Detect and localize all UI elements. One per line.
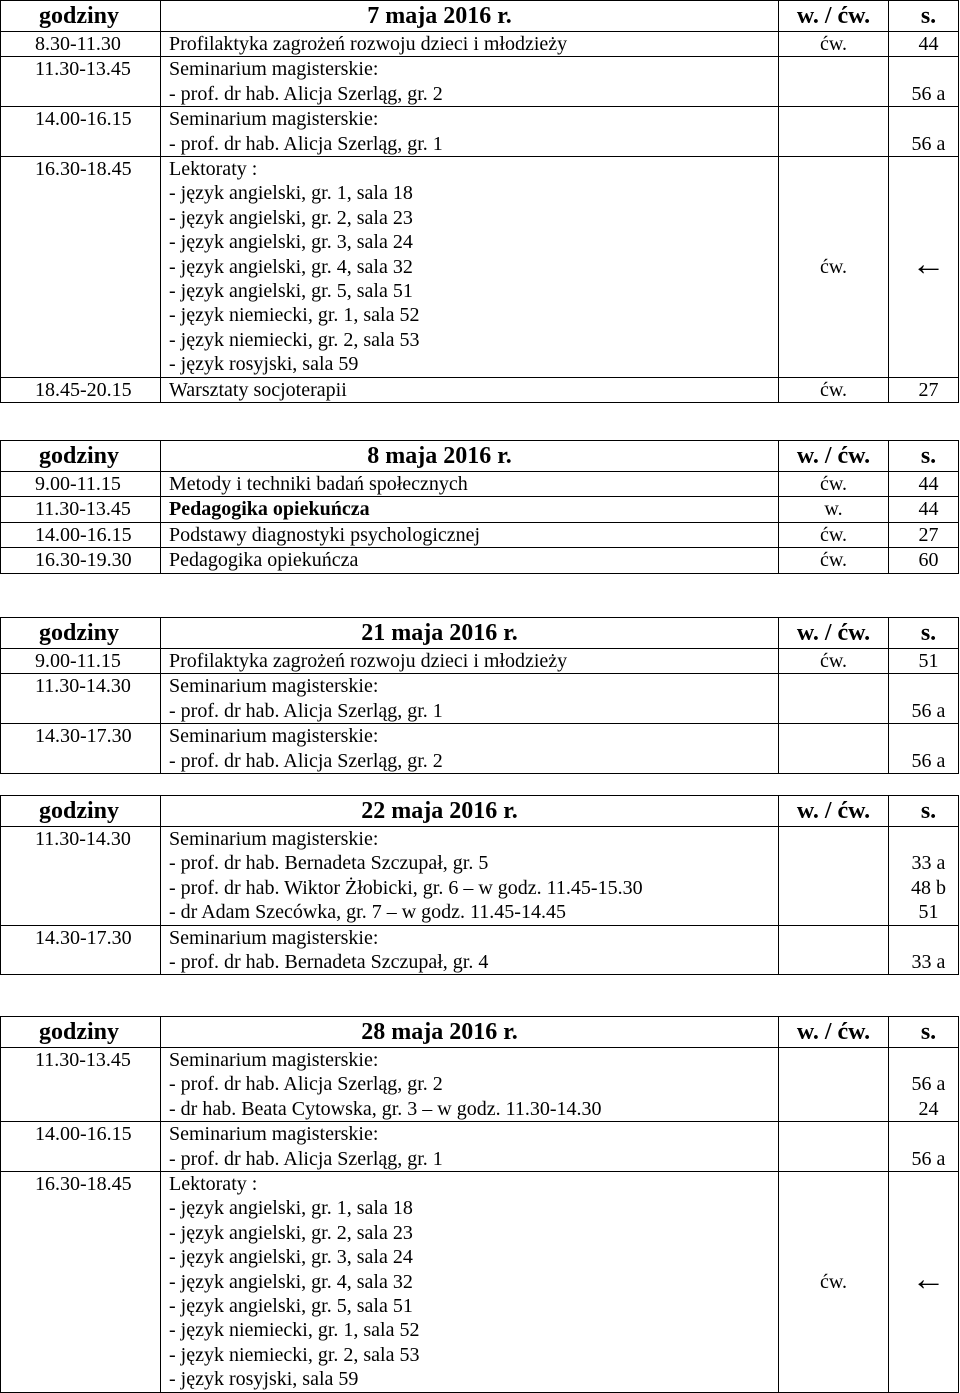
subject-line: - prof. dr hab. Bernadeta Szczupał, gr. 4 bbox=[169, 951, 489, 974]
header-type: w. / ćw. bbox=[779, 618, 889, 649]
schedule-row bbox=[1, 1048, 959, 1122]
header-time: godziny bbox=[1, 796, 161, 827]
row-room bbox=[889, 1172, 959, 1393]
subject-line: Metody i techniki badań społecznych bbox=[169, 473, 468, 495]
row-subject bbox=[161, 497, 779, 522]
subject-line: - prof. dr hab. Alicja Szerląg, gr. 1 bbox=[169, 132, 443, 155]
day-header-row bbox=[1, 441, 959, 472]
row-subject bbox=[161, 522, 779, 547]
subject-line: - prof. dr hab. Alicja Szerląg, gr. 2 bbox=[169, 749, 443, 772]
schedule-row bbox=[1, 827, 959, 926]
row-type: ćw. bbox=[779, 1172, 889, 1393]
row-room bbox=[889, 724, 959, 774]
subject-line: Seminarium magisterskie: bbox=[169, 1123, 379, 1146]
row-room bbox=[889, 377, 959, 402]
row-time: 14.30-17.30 bbox=[1, 925, 161, 975]
left-arrow-icon: ← bbox=[911, 245, 946, 283]
row-type bbox=[779, 674, 889, 724]
room-value: 44 bbox=[918, 473, 939, 495]
row-subject bbox=[161, 1172, 779, 1393]
day-table bbox=[0, 1016, 959, 1393]
row-type bbox=[779, 1122, 889, 1172]
day-table bbox=[0, 440, 959, 574]
row-type bbox=[779, 107, 889, 157]
day-date: 21 maja 2016 r. bbox=[161, 618, 779, 649]
subject-line: - prof. dr hab. Alicja Szerląg, gr. 1 bbox=[169, 699, 443, 722]
row-time: 8.30-11.30 bbox=[1, 32, 161, 57]
header-type: w. / ćw. bbox=[779, 1, 889, 32]
row-time: 11.30-13.45 bbox=[1, 57, 161, 107]
subject-line: - język niemiecki, gr. 2, sala 53 bbox=[169, 1343, 420, 1366]
header-time: godziny bbox=[1, 441, 161, 472]
room-value: 33 a bbox=[911, 951, 946, 974]
row-type bbox=[779, 827, 889, 926]
day-header-row bbox=[1, 1, 959, 32]
subject-line: Seminarium magisterskie: bbox=[169, 108, 379, 131]
row-subject bbox=[161, 472, 779, 497]
header-room: s. bbox=[889, 1, 959, 32]
subject-line: Pedagogika opiekuńcza bbox=[169, 549, 359, 572]
subject-line: - prof. dr hab. Bernadeta Szczupał, gr. 5 bbox=[169, 852, 489, 875]
room-line: 33 a bbox=[911, 852, 946, 875]
subject-line: Pedagogika opiekuńcza bbox=[169, 498, 370, 521]
schedule-row bbox=[1, 649, 959, 674]
subject-line: Seminarium magisterskie: bbox=[169, 926, 379, 949]
row-room bbox=[889, 472, 959, 497]
row-time: 11.30-14.30 bbox=[1, 674, 161, 724]
room-line: 48 b bbox=[911, 876, 946, 899]
subject-line: - język angielski, gr. 4, sala 32 bbox=[169, 255, 413, 278]
subject-line: - język angielski, gr. 5, sala 51 bbox=[169, 280, 413, 303]
room-value: 56 a bbox=[911, 132, 946, 155]
row-subject bbox=[161, 157, 779, 378]
header-type: w. / ćw. bbox=[779, 796, 889, 827]
row-type bbox=[779, 57, 889, 107]
row-subject bbox=[161, 32, 779, 57]
schedule-row bbox=[1, 522, 959, 547]
subject-line: - dr hab. Beata Cytowska, gr. 3 – w godz. 11.30-14.30 bbox=[169, 1097, 602, 1120]
subject-line: Profilaktyka zagrożeń rozwoju dzieci i młodzieży bbox=[169, 33, 568, 55]
subject-line: - język niemiecki, gr. 1, sala 52 bbox=[169, 1319, 420, 1342]
row-room bbox=[889, 925, 959, 975]
schedule-row bbox=[1, 497, 959, 522]
header-time: godziny bbox=[1, 618, 161, 649]
room-line: 51 bbox=[918, 901, 939, 924]
left-arrow-icon: ← bbox=[911, 1260, 946, 1298]
schedule-row bbox=[1, 107, 959, 157]
subject-line: - dr Adam Szecówka, gr. 7 – w godz. 11.45-14.45 bbox=[169, 901, 566, 924]
row-room bbox=[889, 548, 959, 573]
subject-line: Seminarium magisterskie: bbox=[169, 58, 379, 81]
row-room bbox=[889, 497, 959, 522]
subject-line: - język rosyjski, sala 59 bbox=[169, 1368, 359, 1391]
subject-line: Seminarium magisterskie: bbox=[169, 675, 379, 698]
row-type: ćw. bbox=[779, 157, 889, 378]
row-type: ćw. bbox=[779, 649, 889, 674]
row-room bbox=[889, 522, 959, 547]
row-subject bbox=[161, 674, 779, 724]
row-type: ćw. bbox=[779, 377, 889, 402]
subject-line: Profilaktyka zagrożeń rozwoju dzieci i młodzieży bbox=[169, 650, 568, 672]
room-line bbox=[899, 827, 958, 851]
row-time: 11.30-13.45 bbox=[1, 1048, 161, 1122]
row-type: ćw. bbox=[779, 522, 889, 547]
subject-line: - język niemiecki, gr. 2, sala 53 bbox=[169, 328, 420, 351]
day-header-row bbox=[1, 1017, 959, 1048]
row-type: w. bbox=[779, 497, 889, 522]
room-value: 27 bbox=[918, 523, 939, 546]
row-room bbox=[889, 157, 959, 378]
room-line bbox=[899, 1048, 958, 1072]
day-date: 28 maja 2016 r. bbox=[161, 1017, 779, 1048]
row-time: 16.30-18.45 bbox=[1, 157, 161, 378]
row-subject bbox=[161, 548, 779, 573]
day-table bbox=[0, 795, 959, 975]
subject-line: Seminarium magisterskie: bbox=[169, 828, 379, 850]
schedule-row bbox=[1, 925, 959, 975]
subject-line: - prof. dr hab. Alicja Szerląg, gr. 2 bbox=[169, 82, 443, 105]
schedule-row bbox=[1, 57, 959, 107]
row-room bbox=[889, 32, 959, 57]
row-subject bbox=[161, 1048, 779, 1122]
row-time: 11.30-14.30 bbox=[1, 827, 161, 926]
subject-line: - język angielski, gr. 5, sala 51 bbox=[169, 1295, 413, 1318]
header-time: godziny bbox=[1, 1, 161, 32]
day-header-row bbox=[1, 618, 959, 649]
row-type bbox=[779, 724, 889, 774]
row-type: ćw. bbox=[779, 32, 889, 57]
subject-line: - język angielski, gr. 2, sala 23 bbox=[169, 1221, 413, 1244]
row-time: 18.45-20.15 bbox=[1, 377, 161, 402]
day-table bbox=[0, 617, 959, 774]
row-room bbox=[889, 57, 959, 107]
room-value: 51 bbox=[918, 650, 939, 672]
header-room: s. bbox=[889, 1017, 959, 1048]
row-subject bbox=[161, 827, 779, 926]
row-time: 11.30-13.45 bbox=[1, 497, 161, 522]
row-type: ćw. bbox=[779, 472, 889, 497]
row-time: 14.30-17.30 bbox=[1, 724, 161, 774]
row-subject bbox=[161, 377, 779, 402]
row-subject bbox=[161, 724, 779, 774]
room-value: 44 bbox=[918, 33, 939, 55]
row-time: 16.30-19.30 bbox=[1, 548, 161, 573]
header-type: w. / ćw. bbox=[779, 441, 889, 472]
day-date: 22 maja 2016 r. bbox=[161, 796, 779, 827]
subject-line: - język angielski, gr. 3, sala 24 bbox=[169, 1246, 413, 1269]
room-value: 56 a bbox=[911, 1147, 946, 1170]
room-value: 60 bbox=[918, 549, 939, 572]
header-room: s. bbox=[889, 796, 959, 827]
header-time: godziny bbox=[1, 1017, 161, 1048]
subject-line: Warsztaty socjoterapii bbox=[169, 378, 347, 401]
room-value: 56 a bbox=[911, 749, 946, 772]
row-time: 14.00-16.15 bbox=[1, 522, 161, 547]
room-value: 56 a bbox=[911, 699, 946, 722]
subject-line: - język rosyjski, sala 59 bbox=[169, 353, 359, 376]
room-value: 56 a bbox=[911, 82, 946, 105]
row-room bbox=[889, 107, 959, 157]
row-room bbox=[889, 1048, 959, 1122]
schedule-row bbox=[1, 724, 959, 774]
row-type bbox=[779, 1048, 889, 1122]
row-time: 14.00-16.15 bbox=[1, 107, 161, 157]
subject-line: - język angielski, gr. 1, sala 18 bbox=[169, 182, 413, 205]
subject-line: Lektoraty : bbox=[169, 158, 258, 181]
row-time: 9.00-11.15 bbox=[1, 649, 161, 674]
row-room bbox=[889, 649, 959, 674]
row-subject bbox=[161, 1122, 779, 1172]
subject-line: Seminarium magisterskie: bbox=[169, 725, 379, 748]
schedule-row bbox=[1, 1172, 959, 1393]
row-time: 16.30-18.45 bbox=[1, 1172, 161, 1393]
row-type: ćw. bbox=[779, 548, 889, 573]
subject-line: Lektoraty : bbox=[169, 1173, 258, 1196]
room-line: 56 a bbox=[911, 1073, 946, 1096]
day-header-row bbox=[1, 796, 959, 827]
row-room bbox=[889, 1122, 959, 1172]
subject-line: Seminarium magisterskie: bbox=[169, 1049, 379, 1071]
row-subject bbox=[161, 57, 779, 107]
header-room: s. bbox=[889, 618, 959, 649]
subject-line: - język angielski, gr. 1, sala 18 bbox=[169, 1197, 413, 1220]
row-type bbox=[779, 925, 889, 975]
subject-line: - prof. dr hab. Wiktor Żłobicki, gr. 6 – w godz. 11.45-15.30 bbox=[169, 876, 643, 899]
schedule-row bbox=[1, 674, 959, 724]
header-type: w. / ćw. bbox=[779, 1017, 889, 1048]
row-room bbox=[889, 827, 959, 926]
subject-line: - język niemiecki, gr. 1, sala 52 bbox=[169, 304, 420, 327]
subject-line: - język angielski, gr. 2, sala 23 bbox=[169, 206, 413, 229]
schedule-row bbox=[1, 377, 959, 402]
row-room bbox=[889, 674, 959, 724]
schedule-row bbox=[1, 548, 959, 573]
schedule-row bbox=[1, 472, 959, 497]
row-time: 9.00-11.15 bbox=[1, 472, 161, 497]
header-room: s. bbox=[889, 441, 959, 472]
day-date: 8 maja 2016 r. bbox=[161, 441, 779, 472]
schedule-row bbox=[1, 1122, 959, 1172]
subject-line: - prof. dr hab. Alicja Szerląg, gr. 1 bbox=[169, 1147, 443, 1170]
schedule-row bbox=[1, 32, 959, 57]
row-time: 14.00-16.15 bbox=[1, 1122, 161, 1172]
room-value: 27 bbox=[918, 378, 939, 401]
room-value: 44 bbox=[918, 498, 939, 521]
schedule-row bbox=[1, 157, 959, 378]
subject-line: Podstawy diagnostyki psychologicznej bbox=[169, 523, 481, 546]
subject-line: - język angielski, gr. 4, sala 32 bbox=[169, 1270, 413, 1293]
row-subject bbox=[161, 649, 779, 674]
day-date: 7 maja 2016 r. bbox=[161, 1, 779, 32]
row-subject bbox=[161, 107, 779, 157]
row-subject bbox=[161, 925, 779, 975]
room-line: 24 bbox=[918, 1097, 939, 1120]
subject-line: - prof. dr hab. Alicja Szerląg, gr. 2 bbox=[169, 1073, 443, 1096]
subject-line: - język angielski, gr. 3, sala 24 bbox=[169, 231, 413, 254]
day-table bbox=[0, 0, 959, 403]
